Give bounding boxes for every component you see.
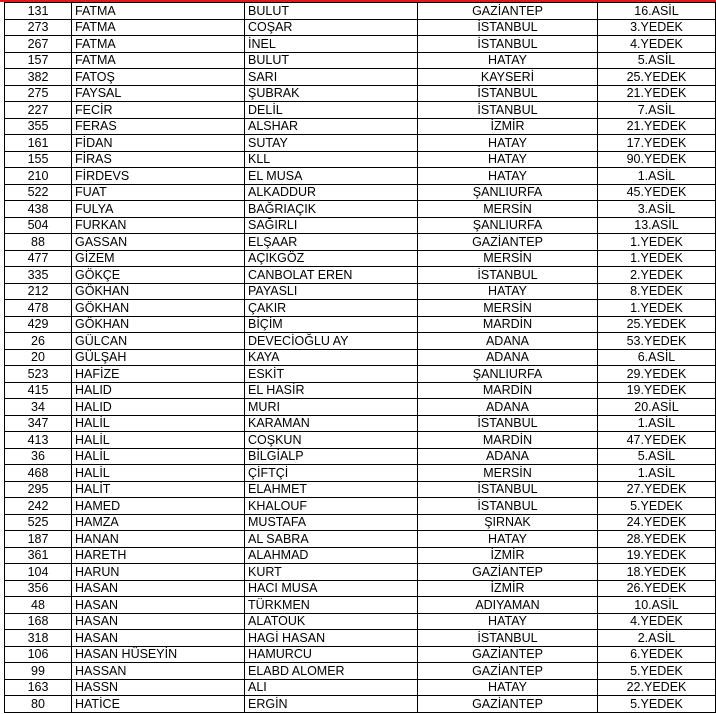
- surname-cell: KLL: [245, 151, 418, 168]
- row-number-cell: 355: [5, 118, 72, 135]
- result-cell: 20.ASİL: [598, 399, 716, 416]
- city-cell: İSTANBUL: [418, 630, 598, 647]
- city-cell: GAZİANTEP: [418, 646, 598, 663]
- table-row: [5, 85, 716, 102]
- row-number-cell: 212: [5, 283, 72, 300]
- table-row: [5, 663, 716, 680]
- result-cell: 25.YEDEK: [598, 316, 716, 333]
- row-number-cell: 168: [5, 613, 72, 630]
- table-row: [5, 283, 716, 300]
- first-name-cell: HASAN HÜSEYİN: [72, 646, 245, 663]
- city-cell: İSTANBUL: [418, 267, 598, 284]
- table-row: [5, 349, 716, 366]
- surname-cell: HAGİ HASAN: [245, 630, 418, 647]
- row-number-cell: 131: [5, 3, 72, 20]
- result-cell: 27.YEDEK: [598, 481, 716, 498]
- first-name-cell: GÜLŞAH: [72, 349, 245, 366]
- row-number-cell: 318: [5, 630, 72, 647]
- first-name-cell: GASSAN: [72, 234, 245, 251]
- result-cell: 28.YEDEK: [598, 531, 716, 548]
- city-cell: İZMİR: [418, 547, 598, 564]
- first-name-cell: GİZEM: [72, 250, 245, 267]
- row-number-cell: 356: [5, 580, 72, 597]
- row-number-cell: 26: [5, 333, 72, 350]
- table-row: [5, 630, 716, 647]
- surname-cell: BAĞRIAÇIK: [245, 201, 418, 218]
- city-cell: MERSİN: [418, 300, 598, 317]
- first-name-cell: FİDAN: [72, 135, 245, 152]
- table-row: [5, 498, 716, 515]
- row-number-cell: 210: [5, 168, 72, 185]
- first-name-cell: FURKAN: [72, 217, 245, 234]
- result-cell: 1.YEDEK: [598, 300, 716, 317]
- first-name-cell: FATMA: [72, 36, 245, 53]
- surname-cell: MUSTAFA: [245, 514, 418, 531]
- result-cell: 29.YEDEK: [598, 366, 716, 383]
- first-name-cell: FULYA: [72, 201, 245, 218]
- table-row: [5, 613, 716, 630]
- city-cell: HATAY: [418, 613, 598, 630]
- result-cell: 4.YEDEK: [598, 613, 716, 630]
- city-cell: HATAY: [418, 168, 598, 185]
- first-name-cell: HALİL: [72, 465, 245, 482]
- result-cell: 1.ASİL: [598, 465, 716, 482]
- table-row: [5, 3, 716, 20]
- city-cell: İSTANBUL: [418, 85, 598, 102]
- table-row: [5, 597, 716, 614]
- table-row: [5, 52, 716, 69]
- row-number-cell: 273: [5, 19, 72, 36]
- row-number-cell: 157: [5, 52, 72, 69]
- table-row: [5, 481, 716, 498]
- result-cell: 5.ASİL: [598, 52, 716, 69]
- surname-cell: EL MUSA: [245, 168, 418, 185]
- city-cell: HATAY: [418, 531, 598, 548]
- surname-cell: COŞKUN: [245, 432, 418, 449]
- result-cell: 5.YEDEK: [598, 696, 716, 713]
- results-table-body: [5, 3, 716, 713]
- table-row: [5, 366, 716, 383]
- result-cell: 26.YEDEK: [598, 580, 716, 597]
- city-cell: ADANA: [418, 448, 598, 465]
- result-cell: 16.ASİL: [598, 3, 716, 20]
- surname-cell: ERGİN: [245, 696, 418, 713]
- first-name-cell: GÖKHAN: [72, 300, 245, 317]
- surname-cell: ALI: [245, 679, 418, 696]
- result-cell: 7.ASİL: [598, 102, 716, 119]
- city-cell: HATAY: [418, 135, 598, 152]
- first-name-cell: HASSAN: [72, 663, 245, 680]
- city-cell: KAYSERİ: [418, 69, 598, 86]
- first-name-cell: HALİL: [72, 415, 245, 432]
- table-row: [5, 118, 716, 135]
- city-cell: İSTANBUL: [418, 481, 598, 498]
- surname-cell: ÇİFTÇİ: [245, 465, 418, 482]
- surname-cell: COŞAR: [245, 19, 418, 36]
- surname-cell: MURI: [245, 399, 418, 416]
- first-name-cell: FİRDEVS: [72, 168, 245, 185]
- table-row: [5, 184, 716, 201]
- city-cell: ŞANLIURFA: [418, 184, 598, 201]
- first-name-cell: HASSN: [72, 679, 245, 696]
- table-row: [5, 448, 716, 465]
- table-row: [5, 151, 716, 168]
- result-cell: 53.YEDEK: [598, 333, 716, 350]
- first-name-cell: FİRAS: [72, 151, 245, 168]
- table-row: [5, 646, 716, 663]
- table-row: [5, 564, 716, 581]
- row-number-cell: 242: [5, 498, 72, 515]
- result-cell: 19.YEDEK: [598, 382, 716, 399]
- table-row: [5, 201, 716, 218]
- row-number-cell: 88: [5, 234, 72, 251]
- first-name-cell: GÖKHAN: [72, 283, 245, 300]
- row-number-cell: 382: [5, 69, 72, 86]
- result-cell: 2.ASİL: [598, 630, 716, 647]
- city-cell: MARDİN: [418, 316, 598, 333]
- result-cell: 18.YEDEK: [598, 564, 716, 581]
- city-cell: GAZİANTEP: [418, 234, 598, 251]
- table-row: [5, 547, 716, 564]
- row-number-cell: 155: [5, 151, 72, 168]
- results-table: [4, 2, 716, 713]
- city-cell: İZMİR: [418, 118, 598, 135]
- city-cell: ADANA: [418, 349, 598, 366]
- table-row: [5, 531, 716, 548]
- first-name-cell: HATİCE: [72, 696, 245, 713]
- result-cell: 21.YEDEK: [598, 118, 716, 135]
- row-number-cell: 523: [5, 366, 72, 383]
- row-number-cell: 80: [5, 696, 72, 713]
- result-cell: 2.YEDEK: [598, 267, 716, 284]
- city-cell: MERSİN: [418, 465, 598, 482]
- first-name-cell: HALİL: [72, 432, 245, 449]
- first-name-cell: FATMA: [72, 19, 245, 36]
- result-cell: 21.YEDEK: [598, 85, 716, 102]
- surname-cell: CANBOLAT EREN: [245, 267, 418, 284]
- table-row: [5, 415, 716, 432]
- row-number-cell: 477: [5, 250, 72, 267]
- row-number-cell: 361: [5, 547, 72, 564]
- city-cell: İSTANBUL: [418, 36, 598, 53]
- table-row: [5, 514, 716, 531]
- table-row: [5, 217, 716, 234]
- first-name-cell: GÖKHAN: [72, 316, 245, 333]
- result-cell: 1.ASİL: [598, 168, 716, 185]
- first-name-cell: FATMA: [72, 3, 245, 20]
- result-cell: 1.ASİL: [598, 415, 716, 432]
- table-row: [5, 135, 716, 152]
- city-cell: HATAY: [418, 679, 598, 696]
- city-cell: ŞIRNAK: [418, 514, 598, 531]
- result-cell: 3.ASİL: [598, 201, 716, 218]
- row-number-cell: 187: [5, 531, 72, 548]
- city-cell: İSTANBUL: [418, 498, 598, 515]
- row-number-cell: 347: [5, 415, 72, 432]
- city-cell: ŞANLIURFA: [418, 217, 598, 234]
- surname-cell: BULUT: [245, 52, 418, 69]
- result-cell: 1.YEDEK: [598, 250, 716, 267]
- table-row: [5, 333, 716, 350]
- city-cell: İSTANBUL: [418, 19, 598, 36]
- city-cell: ADANA: [418, 399, 598, 416]
- surname-cell: BULUT: [245, 3, 418, 20]
- first-name-cell: HALID: [72, 382, 245, 399]
- first-name-cell: HAMED: [72, 498, 245, 515]
- city-cell: MARDİN: [418, 432, 598, 449]
- city-cell: İSTANBUL: [418, 102, 598, 119]
- city-cell: İSTANBUL: [418, 415, 598, 432]
- table-row: [5, 465, 716, 482]
- surname-cell: ESKİT: [245, 366, 418, 383]
- result-cell: 1.YEDEK: [598, 234, 716, 251]
- surname-cell: SUTAY: [245, 135, 418, 152]
- result-cell: 90.YEDEK: [598, 151, 716, 168]
- surname-cell: BİÇİM: [245, 316, 418, 333]
- city-cell: ŞANLIURFA: [418, 366, 598, 383]
- row-number-cell: 106: [5, 646, 72, 663]
- surname-cell: TÜRKMEN: [245, 597, 418, 614]
- row-number-cell: 36: [5, 448, 72, 465]
- surname-cell: ELABD ALOMER: [245, 663, 418, 680]
- first-name-cell: HARETH: [72, 547, 245, 564]
- surname-cell: KURT: [245, 564, 418, 581]
- first-name-cell: HASAN: [72, 580, 245, 597]
- result-cell: 45.YEDEK: [598, 184, 716, 201]
- result-cell: 17.YEDEK: [598, 135, 716, 152]
- first-name-cell: HARUN: [72, 564, 245, 581]
- city-cell: ADIYAMAN: [418, 597, 598, 614]
- first-name-cell: HANAN: [72, 531, 245, 548]
- surname-cell: BİLGİALP: [245, 448, 418, 465]
- surname-cell: DELİL: [245, 102, 418, 119]
- surname-cell: SAĞIRLI: [245, 217, 418, 234]
- city-cell: GAZİANTEP: [418, 3, 598, 20]
- surname-cell: KAYA: [245, 349, 418, 366]
- table-row: [5, 300, 716, 317]
- row-number-cell: 20: [5, 349, 72, 366]
- row-number-cell: 163: [5, 679, 72, 696]
- row-number-cell: 478: [5, 300, 72, 317]
- city-cell: İZMİR: [418, 580, 598, 597]
- first-name-cell: HASAN: [72, 613, 245, 630]
- row-number-cell: 413: [5, 432, 72, 449]
- result-cell: 19.YEDEK: [598, 547, 716, 564]
- table-row: [5, 679, 716, 696]
- row-number-cell: 34: [5, 399, 72, 416]
- table-row: [5, 399, 716, 416]
- table-row: [5, 102, 716, 119]
- city-cell: ADANA: [418, 333, 598, 350]
- result-cell: 10.ASİL: [598, 597, 716, 614]
- result-cell: 5.YEDEK: [598, 663, 716, 680]
- surname-cell: PAYASLI: [245, 283, 418, 300]
- surname-cell: ALSHAR: [245, 118, 418, 135]
- row-number-cell: 295: [5, 481, 72, 498]
- first-name-cell: HALİL: [72, 448, 245, 465]
- first-name-cell: HAMZA: [72, 514, 245, 531]
- result-cell: 47.YEDEK: [598, 432, 716, 449]
- first-name-cell: FERAS: [72, 118, 245, 135]
- city-cell: MERSİN: [418, 201, 598, 218]
- surname-cell: ELAHMET: [245, 481, 418, 498]
- city-cell: HATAY: [418, 52, 598, 69]
- first-name-cell: FATOŞ: [72, 69, 245, 86]
- row-number-cell: 161: [5, 135, 72, 152]
- city-cell: GAZİANTEP: [418, 696, 598, 713]
- city-cell: HATAY: [418, 151, 598, 168]
- result-cell: 25.YEDEK: [598, 69, 716, 86]
- row-number-cell: 522: [5, 184, 72, 201]
- first-name-cell: HASAN: [72, 630, 245, 647]
- first-name-cell: HASAN: [72, 597, 245, 614]
- result-cell: 3.YEDEK: [598, 19, 716, 36]
- first-name-cell: HAFİZE: [72, 366, 245, 383]
- table-row: [5, 234, 716, 251]
- result-cell: 22.YEDEK: [598, 679, 716, 696]
- surname-cell: ŞUBRAK: [245, 85, 418, 102]
- table-row: [5, 69, 716, 86]
- city-cell: MARDİN: [418, 382, 598, 399]
- surname-cell: AÇIKGÖZ: [245, 250, 418, 267]
- first-name-cell: HALİT: [72, 481, 245, 498]
- table-row: [5, 432, 716, 449]
- surname-cell: ÇAKIR: [245, 300, 418, 317]
- row-number-cell: 275: [5, 85, 72, 102]
- surname-cell: İNEL: [245, 36, 418, 53]
- surname-cell: ALAHMAD: [245, 547, 418, 564]
- surname-cell: EL HASİR: [245, 382, 418, 399]
- table-row: [5, 19, 716, 36]
- city-cell: MERSİN: [418, 250, 598, 267]
- result-cell: 24.YEDEK: [598, 514, 716, 531]
- first-name-cell: HALID: [72, 399, 245, 416]
- table-row: [5, 696, 716, 713]
- result-cell: 4.YEDEK: [598, 36, 716, 53]
- surname-cell: ELŞAAR: [245, 234, 418, 251]
- first-name-cell: FATMA: [72, 52, 245, 69]
- row-number-cell: 335: [5, 267, 72, 284]
- first-name-cell: FECİR: [72, 102, 245, 119]
- surname-cell: DEVECİOĞLU AY: [245, 333, 418, 350]
- row-number-cell: 99: [5, 663, 72, 680]
- surname-cell: AL SABRA: [245, 531, 418, 548]
- row-number-cell: 525: [5, 514, 72, 531]
- table-row: [5, 168, 716, 185]
- row-number-cell: 104: [5, 564, 72, 581]
- table-row: [5, 36, 716, 53]
- first-name-cell: GÖKÇE: [72, 267, 245, 284]
- table-row: [5, 267, 716, 284]
- surname-cell: KARAMAN: [245, 415, 418, 432]
- result-cell: 5.YEDEK: [598, 498, 716, 515]
- table-row: [5, 316, 716, 333]
- result-cell: 13.ASİL: [598, 217, 716, 234]
- row-number-cell: 468: [5, 465, 72, 482]
- city-cell: GAZİANTEP: [418, 564, 598, 581]
- table-row: [5, 382, 716, 399]
- surname-cell: HAMURCU: [245, 646, 418, 663]
- row-number-cell: 48: [5, 597, 72, 614]
- table-row: [5, 250, 716, 267]
- first-name-cell: GÜLCAN: [72, 333, 245, 350]
- result-cell: 6.YEDEK: [598, 646, 716, 663]
- result-cell: 6.ASİL: [598, 349, 716, 366]
- surname-cell: ALATOUK: [245, 613, 418, 630]
- result-cell: 8.YEDEK: [598, 283, 716, 300]
- row-number-cell: 227: [5, 102, 72, 119]
- surname-cell: KHALOUF: [245, 498, 418, 515]
- row-number-cell: 415: [5, 382, 72, 399]
- row-number-cell: 438: [5, 201, 72, 218]
- row-number-cell: 429: [5, 316, 72, 333]
- row-number-cell: 267: [5, 36, 72, 53]
- result-cell: 5.ASİL: [598, 448, 716, 465]
- first-name-cell: FAYSAL: [72, 85, 245, 102]
- surname-cell: SARI: [245, 69, 418, 86]
- surname-cell: ALKADDUR: [245, 184, 418, 201]
- city-cell: HATAY: [418, 283, 598, 300]
- surname-cell: HACI MUSA: [245, 580, 418, 597]
- first-name-cell: FUAT: [72, 184, 245, 201]
- table-row: [5, 580, 716, 597]
- city-cell: GAZİANTEP: [418, 663, 598, 680]
- row-number-cell: 504: [5, 217, 72, 234]
